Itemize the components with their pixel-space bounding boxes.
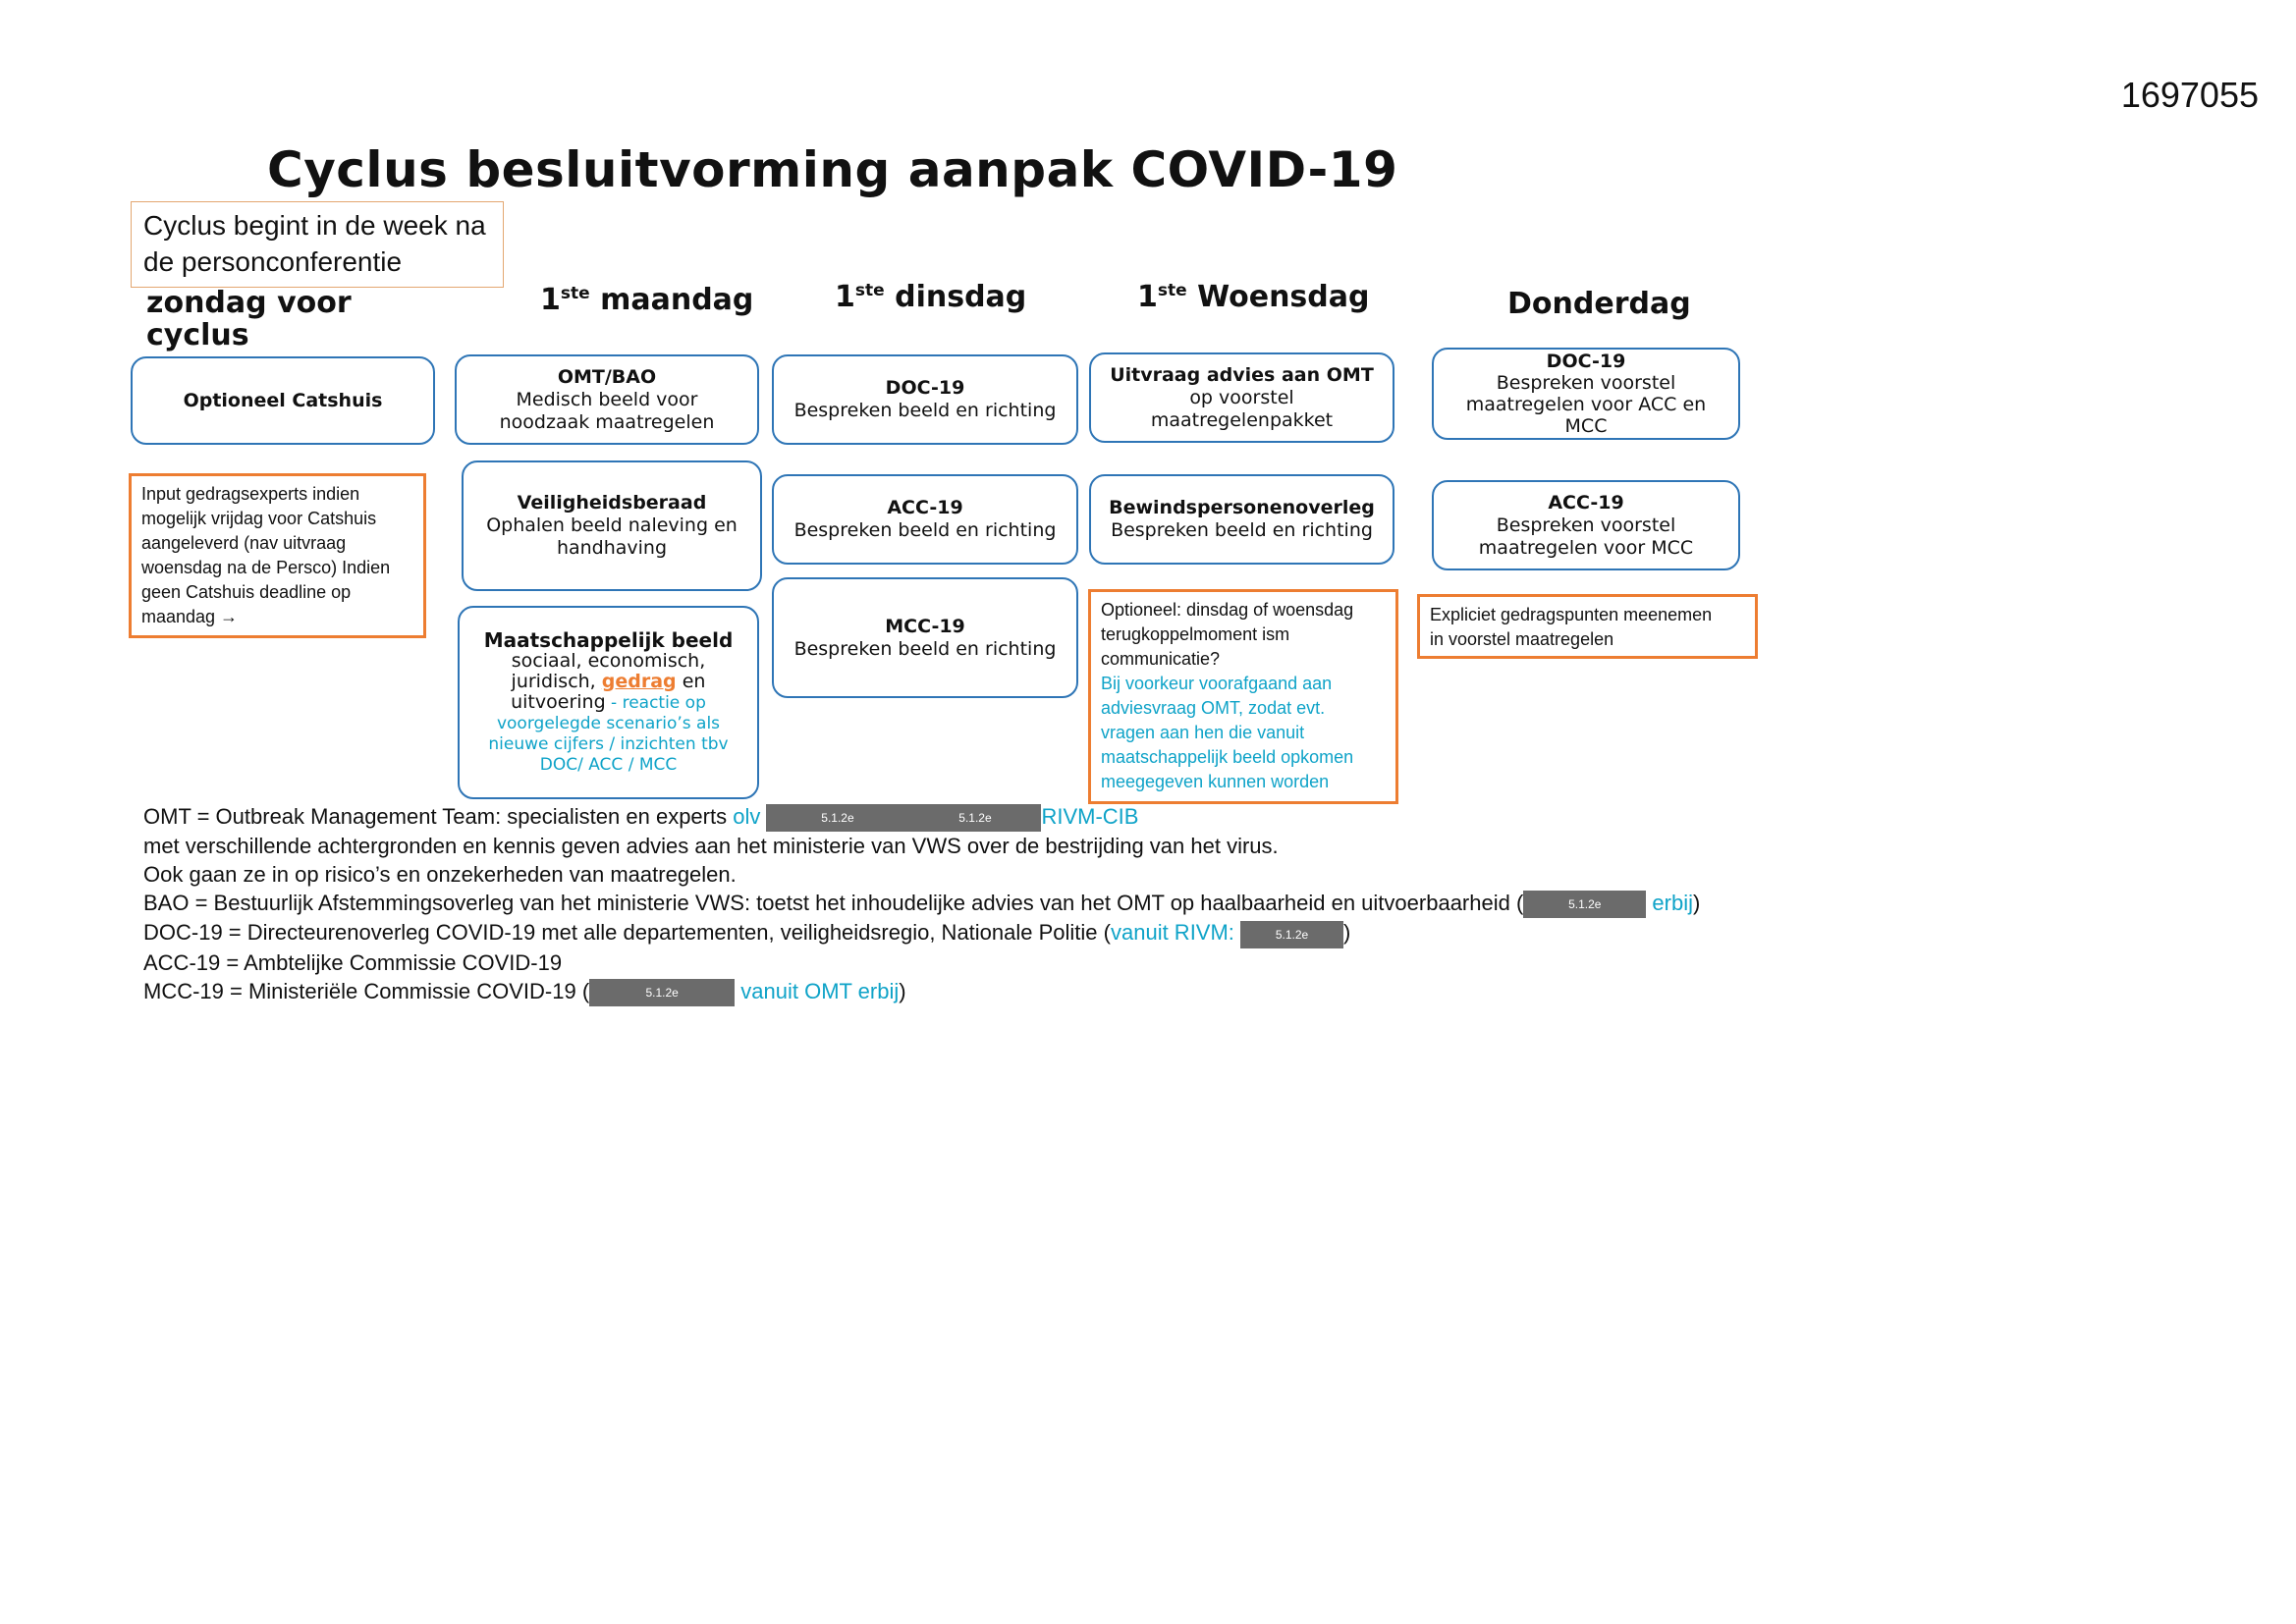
note-line: geen Catshuis deadline op [141,582,352,602]
legend-mcc: MCC-19 = Ministeriële Commissie COVID-19 ( 5.1.2e vanuit OMT erbij) [143,977,1813,1006]
box-title: Veiligheidsberaad [517,492,707,514]
box-veiligheidsberaad [462,460,762,591]
box-line: Bespreken beeld en richting [793,637,1057,660]
day-heading-tuesday: 1ste dinsdag [835,280,1027,314]
cycle-start-note-line1: Cyclus begint in de week na [143,210,486,241]
box-title: OMT/BAO [557,365,657,388]
legend-acc: ACC-19 = Ambtelijke Commissie COVID-19 [143,949,563,975]
box-line: juridisch, gedrag en [511,670,706,692]
box-line: Ophalen beeld naleving en [486,514,738,536]
box-optioneel-catshuis [131,356,435,445]
legend-omt-line3: Ook gaan ze in op risico’s en onzekerheden van maatregelen. [143,862,737,888]
box-acc19-tuesday [772,474,1078,565]
box-line: Bespreken beeld en richting [793,519,1057,541]
box-line: DOC/ ACC / MCC [539,754,678,775]
legend-omt: OMT = Outbreak Management Team: specialisten en experts olv 5.1.2e 5.1.2e RIVM-CIB [143,802,1813,832]
box-line: sociaal, economisch, [511,649,706,672]
note-line: Input gedragsexperts indien [141,484,360,504]
redaction-block: 5.1.2e [589,979,735,1006]
note-optioneel-terugkoppeling [1088,589,1398,804]
page-title: Cyclus besluitvorming aanpak COVID-19 [267,141,1398,198]
day-heading-sunday: zondag voor cyclus [146,286,352,352]
note-line: meegegeven kunnen worden [1101,772,1330,791]
box-line: uitvoering - reactie op [511,690,706,713]
box-uitvraag-omt [1089,352,1394,443]
box-line: Bespreken beeld en richting [793,400,1057,421]
legend-bao: BAO = Bestuurlijk Afstemmingsoverleg van het ministerie VWS: toetst het inhoudelijke advies van het OMT op haalbaarheid en uitvoerbaarheid ( 5.1.2e erbij) [143,889,1813,918]
legend-omt-line2: met verschillende achtergronden en kennis geven advies aan het ministerie van VWS over de bestrijding van het virus. [143,834,1279,859]
box-line: voorgelegde scenario’s als [496,713,721,733]
note-line: vragen aan hen die vanuit [1101,723,1305,742]
redaction-block: 5.1.2e [908,804,1041,832]
day-heading-monday: 1ste maandag [540,283,754,317]
redaction-block: 5.1.2e [1523,891,1646,918]
box-title: Optioneel Catshuis [183,389,383,411]
gedrag-highlight: gedrag [601,670,677,692]
box-title: ACC-19 [1548,491,1624,514]
note-line: in voorstel maatregelen [1430,629,1614,649]
note-line: maatschappelijk beeld opkomen [1101,747,1354,767]
box-line: Bespreken voorstel [1496,514,1676,536]
note-line: mogelijk vrijdag voor Catshuis [141,509,377,528]
day-heading-wednesday: 1ste Woensdag [1137,280,1370,314]
box-acc19-thursday [1432,480,1740,570]
box-title: Bewindspersonenoverleg [1109,497,1375,518]
box-line: Medisch beeld voor [516,388,698,410]
box-line: maatregelen voor ACC en [1465,394,1707,415]
document-number: 1697055 [2120,75,2259,115]
note-line: Bij voorkeur voorafgaand aan [1101,674,1333,693]
note-line: Optioneel: dinsdag of woensdag [1101,600,1354,620]
box-doc19-tuesday [772,354,1078,445]
note-line: terugkoppelmoment ism [1101,624,1290,644]
box-line: Bespreken beeld en richting [1111,519,1373,541]
cycle-start-note-line2: de personconferentie [143,246,403,277]
box-title: DOC-19 [1546,351,1626,372]
box-title: ACC-19 [887,497,963,518]
box-title: Uitvraag advies aan OMT [1110,363,1374,386]
box-bewindspersonenoverleg [1089,474,1394,565]
box-line: nieuwe cijfers / inzichten tbv [488,733,729,754]
box-line: maatregelen voor MCC [1478,536,1694,559]
note-line: communicatie? [1101,649,1221,669]
day-heading-thursday: Donderdag [1507,287,1691,321]
box-mcc19-tuesday [772,577,1078,698]
box-line: MCC [1564,415,1608,437]
legend [143,802,1813,1006]
note-line: aangeleverd (nav uitvraag [141,533,347,553]
cycle-start-note [131,201,504,288]
box-line: Bespreken voorstel [1496,372,1676,394]
note-expliciet-gedragspunten [1417,594,1758,659]
box-doc19-thursday [1432,348,1740,440]
note-line: adviesvraag OMT, zodat evt. [1101,698,1326,718]
note-input-gedragsexperts [129,473,426,638]
box-title: MCC-19 [885,615,965,637]
redaction-block: 5.1.2e [1240,921,1343,948]
legend-doc: DOC-19 = Directeurenoverleg COVID-19 met alle departementen, veiligheidsregio, Nationale Politie (vanuit RIVM: 5.1.2e ) [143,918,1813,947]
note-line: Expliciet gedragspunten meenemen [1430,605,1713,624]
box-line: noodzaak maatregelen [499,410,715,433]
note-line: maandag → [141,607,239,626]
box-maatschappelijk-beeld [458,606,759,799]
box-omt-bao [455,354,759,445]
box-line: op voorstel [1189,386,1294,408]
redaction-block: 5.1.2e [766,804,908,832]
box-line: handhaving [556,537,668,559]
box-title: DOC-19 [885,377,965,399]
box-title: Maatschappelijk beeld [483,627,734,652]
note-line: woensdag na de Persco) Indien [141,558,391,577]
box-line: maatregelenpakket [1150,408,1334,431]
